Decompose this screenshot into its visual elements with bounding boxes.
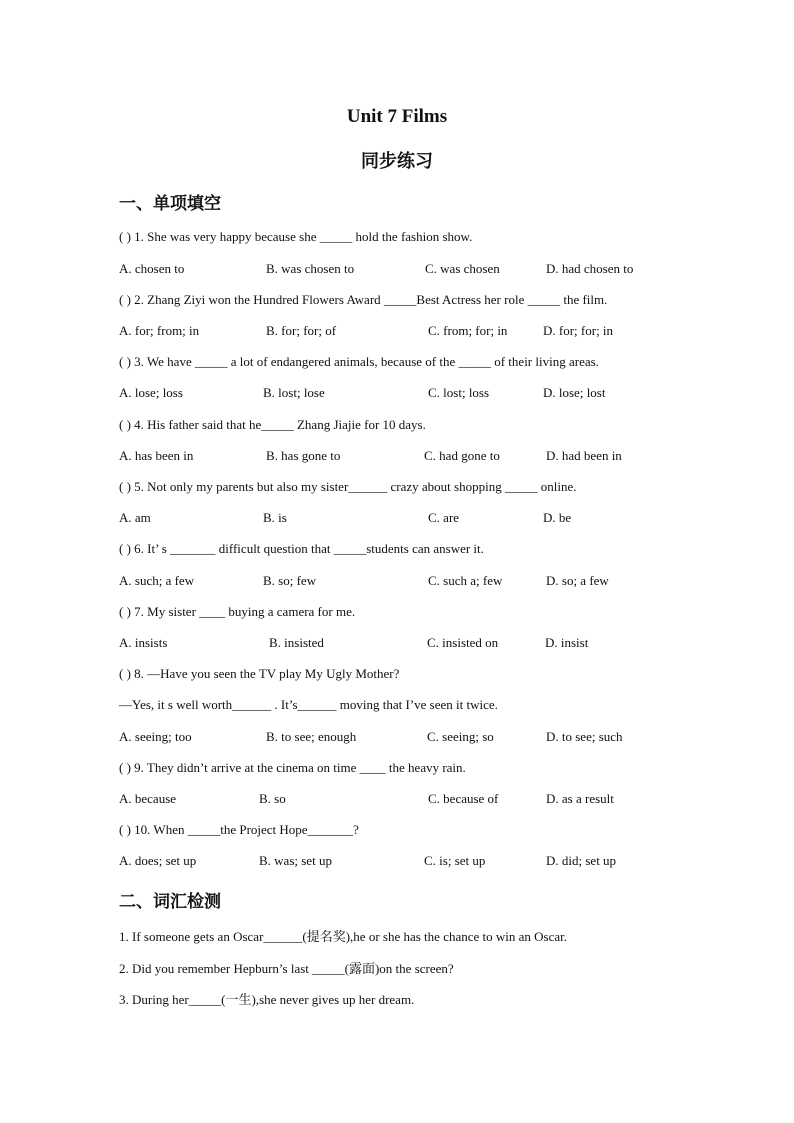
option-d: D. as a result [546,791,614,806]
option-a: A. seeing; too [119,729,192,744]
question-stem: ( ) 6. It’ s _______ difficult question that _____students can answer it. [119,541,484,556]
option-b: B. was; set up [259,853,332,868]
option-d: D. did; set up [546,853,617,868]
option-d: D. insist [545,635,589,650]
vocab-item: 1. If someone gets an Oscar______(提名奖),he or she has the chance to win an Oscar. [119,929,568,944]
option-b: B. insisted [269,635,324,650]
question-stem: ( ) 7. My sister ____ buying a camera for me. [119,604,356,619]
option-a: A. for; from; in [119,323,200,338]
option-c: C. had gone to [424,448,500,463]
option-c: C. insisted on [427,635,499,650]
section-heading-vocabulary: 二、词汇检测 [119,892,221,912]
question-stem: ( ) 8. —Have you seen the TV play My Ugly Mother? [119,666,400,681]
question-stem-reply: —Yes, it s well worth______ . It’s______ moving that I’ve seen it twice. [119,697,498,712]
option-c: C. such a; few [428,573,503,588]
option-d: D. had been in [546,448,622,463]
option-c: C. seeing; so [427,729,494,744]
option-a: A. am [119,510,151,525]
question-stem: ( ) 4. His father said that he_____ Zhang Jiajie for 10 days. [119,417,426,432]
option-b: B. was chosen to [266,261,355,276]
question-stem: ( ) 3. We have _____ a lot of endangered animals, because of the _____ of their living areas. [119,354,599,369]
question-stem: ( ) 5. Not only my parents but also my sister______ crazy about shopping _____ online. [119,479,577,494]
question-stem: ( ) 10. When _____the Project Hope_______? [119,822,359,837]
option-d: D. for; for; in [543,323,614,338]
option-b: B. so [259,791,286,806]
option-b: B. so; few [263,573,317,588]
option-a: A. does; set up [119,853,197,868]
question-stem: ( ) 1. She was very happy because she _____ hold the fashion show. [119,229,473,244]
option-a: A. insists [119,635,168,650]
option-a: A. because [119,791,177,806]
page-subtitle: 同步练习 [361,151,433,172]
option-c: C. was chosen [425,261,500,276]
option-d: D. so; a few [546,573,609,588]
option-b: B. lost; lose [263,385,325,400]
option-d: D. had chosen to [546,261,634,276]
option-a: A. has been in [119,448,194,463]
option-b: B. has gone to [266,448,341,463]
option-a: A. lose; loss [119,385,183,400]
question-stem: ( ) 2. Zhang Ziyi won the Hundred Flowers Award _____Best Actress her role _____ the film. [119,292,608,307]
question-stem: ( ) 9. They didn’t arrive at the cinema on time ____ the heavy rain. [119,760,466,775]
option-d: D. be [543,510,572,525]
option-d: D. to see; such [546,729,623,744]
option-a: A. chosen to [119,261,185,276]
page-title: Unit 7 Films [346,106,448,127]
option-c: C. are [428,510,460,525]
option-c: C. from; for; in [428,323,508,338]
option-b: B. is [263,510,287,525]
option-c: C. because of [428,791,499,806]
option-c: C. lost; loss [428,385,490,400]
option-c: C. is; set up [424,853,486,868]
section-heading-single-choice: 一、单项填空 [119,194,221,214]
option-d: D. lose; lost [543,385,606,400]
option-b: B. for; for; of [266,323,337,338]
option-a: A. such; a few [119,573,195,588]
option-b: B. to see; enough [266,729,357,744]
vocab-item: 3. During her_____(一生),she never gives up her dream. [119,992,415,1007]
vocab-item: 2. Did you remember Hepburn’s last _____(露面)on the screen? [119,961,454,976]
